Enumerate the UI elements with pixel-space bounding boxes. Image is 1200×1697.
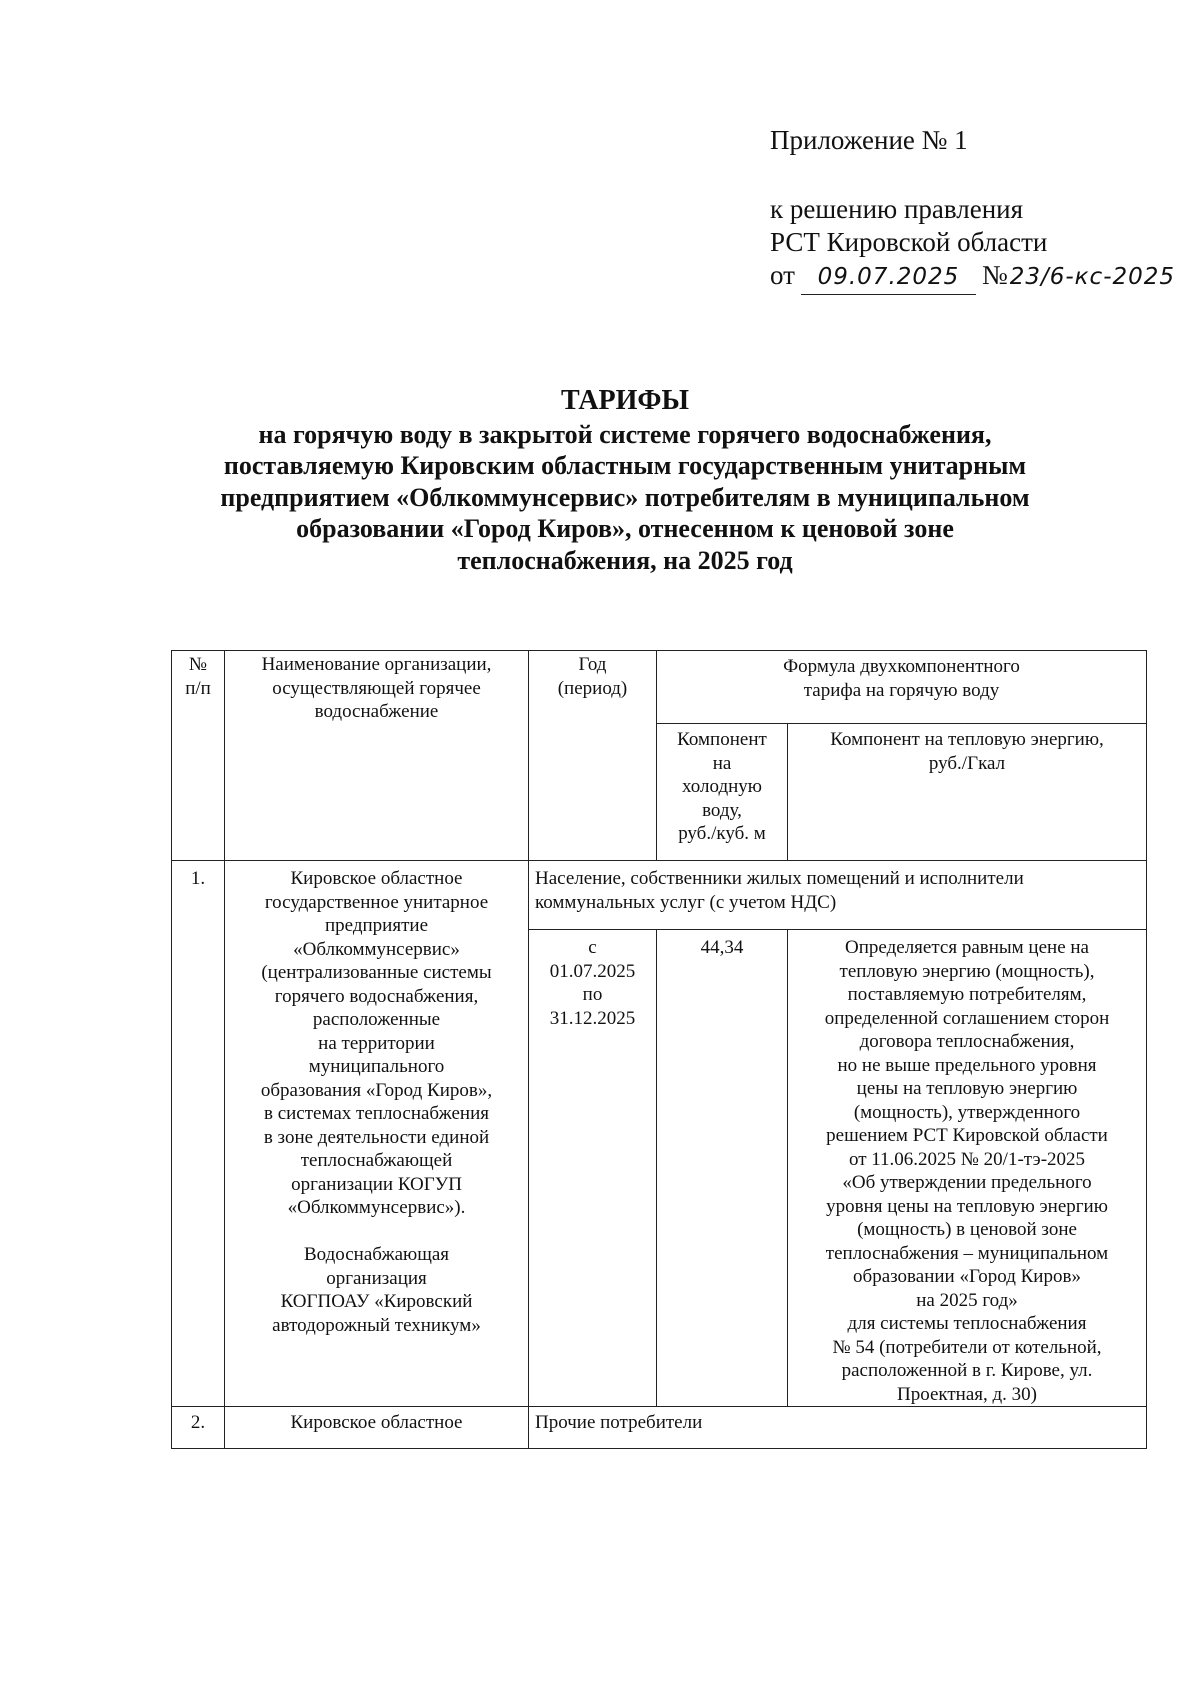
row2-num: 2.	[172, 1407, 225, 1449]
appendix-number: Приложение № 1	[770, 125, 968, 155]
row1-heat-value: Определяется равным цене на тепловую энергию (мощность), поставляемую потребителям, определенной соглашением сторон договора теплоснабжения, но не выше предельного уровня цены на тепловую энергию (мощность), утвержденного решением РСТ Кировской области от 11.06.2025 № 20/1-тэ-2025 «Об утверждении предельного уровня цены на тепловую энергию (мощность) в ценовой зоне теплоснабжения – муниципальном образовании «Город Киров» на 2025 год» для системы теплоснабжения № 54 (потребители от котельной, расположенной в г. Кирове, ул. Проектная, д. 30)	[788, 930, 1147, 1407]
from-label: от	[770, 260, 795, 290]
header-formula: Формула двухкомпонентного тарифа на горячую воду	[657, 651, 1147, 724]
row2-consumer-group: Прочие потребители	[529, 1407, 1147, 1449]
header-cold-water: Компонент на холодную воду, руб./куб. м	[657, 724, 788, 861]
date-number-line	[770, 259, 1190, 295]
row2-org: Кировское областное	[225, 1407, 529, 1449]
decision-line: к решению правления	[770, 194, 1024, 224]
authority-line: РСТ Кировской области	[770, 227, 1048, 257]
document-title	[190, 385, 1060, 576]
row1-org: Кировское областное государственное унитарное предприятие «Облкоммунсервис» (централизованные системы горячего водоснабжения, расположенные на территории муниципального образования «Город Киров», в системах теплоснабжения в зоне деятельности единой теплоснабжающей организации КОГУП «Облкоммунсервис»). Водоснабжающая организация КОГПОАУ «Кировский автодорожный техникум»	[225, 861, 529, 1407]
number-sign: №	[981, 260, 1008, 290]
tariff-table	[171, 650, 1147, 1449]
row1-consumer-group: Население, собственники жилых помещений и исполнители коммунальных услуг (с учетом НДС)	[529, 861, 1147, 930]
header-org: Наименование организации, осуществляющей горячее водоснабжение	[225, 651, 529, 861]
title-main: ТАРИФЫ	[561, 385, 689, 416]
header-num: № п/п	[172, 651, 225, 861]
handwritten-number: 23/6-кс-2025	[1009, 264, 1176, 290]
table-row	[172, 1407, 1147, 1449]
table-header-row	[172, 651, 1147, 724]
title-line-4: образовании «Город Киров», отнесенном к ценовой зоне	[296, 514, 954, 543]
row1-period: с 01.07.2025 по 31.12.2025	[529, 930, 657, 1407]
appendix-block	[770, 124, 1190, 295]
title-line-2: поставляемую Кировским областным государственным унитарным	[223, 451, 1027, 480]
table-row	[172, 861, 1147, 930]
row1-num: 1.	[172, 861, 225, 1407]
title-line-5: теплоснабжения, на 2025 год	[457, 545, 793, 575]
title-line-3: предприятием «Облкоммунсервис» потребителям в муниципальном	[220, 482, 1030, 512]
handwritten-date: 09.07.2025	[801, 261, 976, 295]
title-line-1: на горячую воду в закрытой системе горячего водоснабжения,	[258, 419, 992, 449]
header-heat: Компонент на тепловую энергию, руб./Гкал	[788, 724, 1147, 861]
header-period: Год (период)	[529, 651, 657, 861]
row1-cold-water-value: 44,34	[657, 930, 788, 1407]
